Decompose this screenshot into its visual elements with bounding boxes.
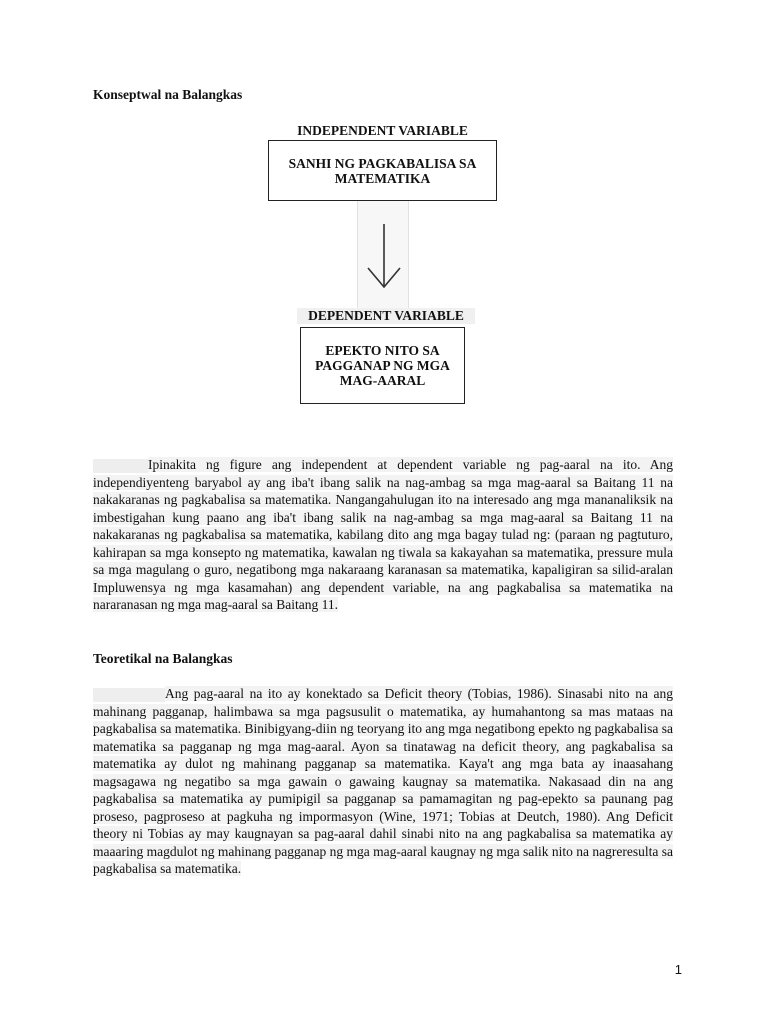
theoretical-heading: Teoretikal na Balangkas xyxy=(93,651,233,666)
paragraph-indent xyxy=(93,459,148,473)
independent-variable-text: SANHI NG PAGKABALISA SA MATEMATIKA xyxy=(288,155,477,186)
arrow-down-icon xyxy=(364,222,404,292)
paragraph-indent xyxy=(93,688,165,702)
conceptual-paragraph-text: Ipinakita ng figure ang independent at dependent variable ng pag-aaral na ito. Ang independiyenteng baryabol ay ang iba't ibang salik na nag-ambag sa mga mag-aaral sa Baitang 11 na nakakaranas ng pagkabalisa sa matematika. Nangangahulugan ito na interesado ang mga mananaliksik na imbestigahan kung paano ang iba't ibang salik na nag-ambag sa mga mag-aaral sa Baitang 11 na nakakaranas ng pagkabalisa sa matematika, kabilang dito ang mga bagay tulad ng: (paraan ng pagtuturo, kahirapan sa mga konsepto ng matematika, kawalan ng tiwala sa kakayahan sa matematika, pressure mula sa mga magulang o guro, negatibong mga nakaraang karanasan sa matematika, kapaligiran sa silid-aralan Impluwensya ng mga kasamahan) ang dependent variable, na ang pagkabalisa sa matematika na nararanasan ng mga mag-aaral sa Baitang 11. xyxy=(93,457,673,612)
page-number: 1 xyxy=(674,962,682,977)
independent-variable-label: INDEPENDENT VARIABLE xyxy=(297,123,468,138)
dependent-variable-box xyxy=(300,327,465,404)
conceptual-paragraph xyxy=(93,456,673,614)
independent-variable-box xyxy=(268,140,497,201)
dependent-variable-text: EPEKTO NITO SA PAGGANAP NG MGA MAG-AARAL xyxy=(315,343,450,388)
conceptual-heading: Konseptwal na Balangkas xyxy=(93,87,243,102)
dependent-variable-label: DEPENDENT VARIABLE xyxy=(297,308,475,324)
theoretical-paragraph xyxy=(93,685,673,878)
theoretical-paragraph-text: Ang pag-aaral na ito ay konektado sa Deficit theory (Tobias, 1986). Sinasabi nito na ang mahinang pagganap, halimbawa sa mga pagsusulit o matematika, ay humahantong sa mas mataas na pagkabalisa sa matematika. Binibigyang-diin ng teoryang ito ang mga negatibong epekto ng pagkabalisa sa matematika sa pagganap ng mga mag-aaral. Ayon sa tinatawag na deficit theory, ang pagkabalisa sa matematika ay dulot ng mahinang pagganap sa matematika. Kaya't ang mga bata ay inaasahang magsagawa ng negatibo sa mga gawain o gawaing kaugnay sa matematika. Nakasaad din na ang pagkabalisa sa matematika ay pumipigil sa pagganap sa pamamagitan ng pag-epekto sa paunang pag proseso, pagproseso at pagkuha ng impormasyon (Wine, 1971; Tobias at Deutch, 1980). Ang Deficit theory ni Tobias ay may kaugnayan sa pag-aaral dahil sinabi nito na ang pagkabalisa sa matematika ay maaaring magdulot ng mahinang pagganap ng mga mag-aaral kaugnay ng mga salik nito na nagreresulta sa pagkabalisa sa matematika. xyxy=(93,686,673,876)
